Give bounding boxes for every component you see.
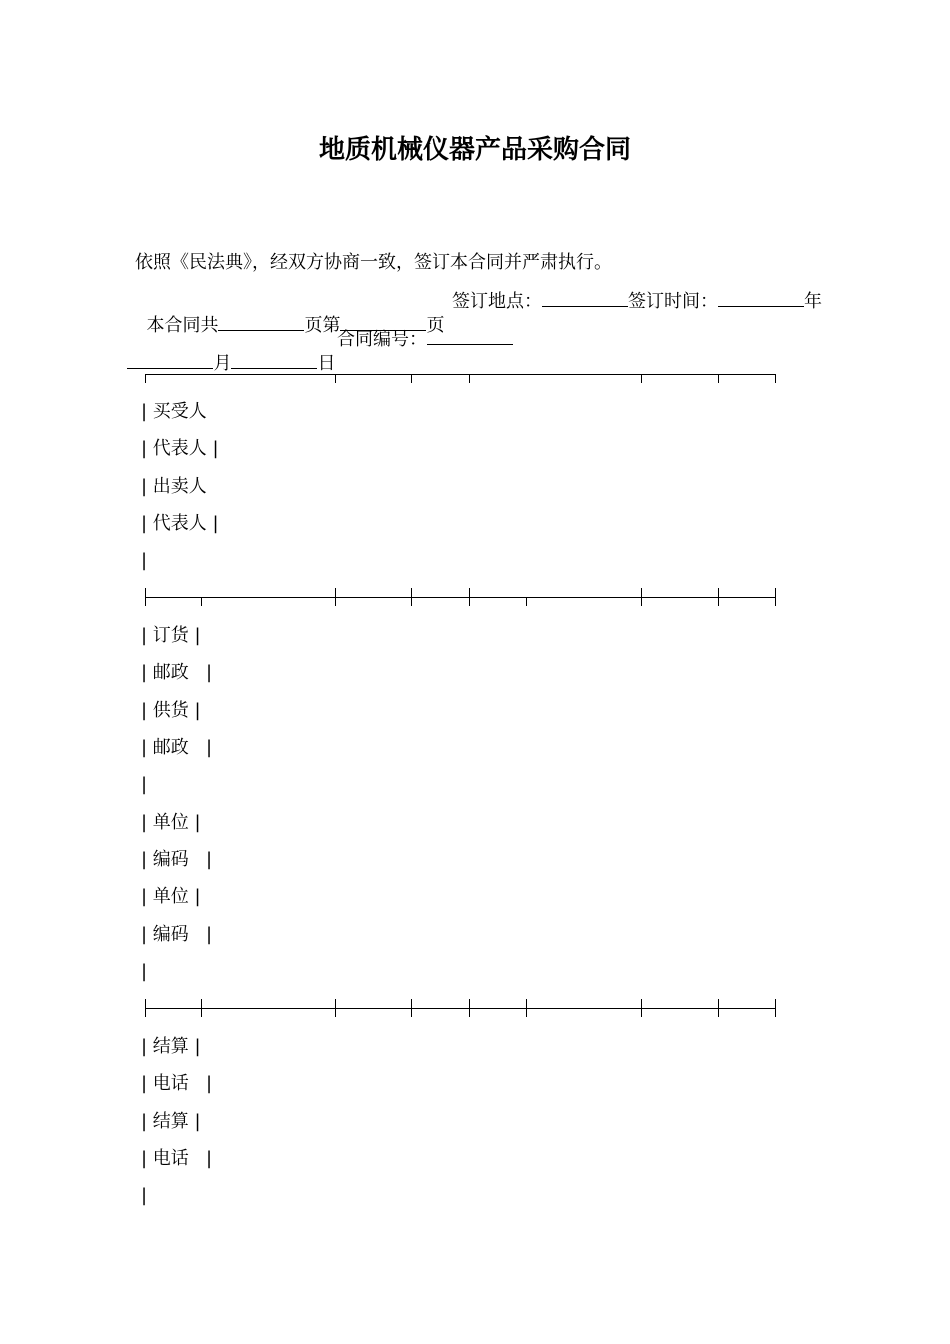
rule-tick — [335, 999, 336, 1017]
rule-tick — [201, 999, 202, 1017]
page-label-2: 页 — [426, 315, 445, 336]
day-blank — [231, 350, 317, 369]
rule-tick — [335, 374, 336, 383]
rule-tick — [718, 999, 719, 1017]
rule-tick — [775, 999, 776, 1017]
meta-line-2 — [116, 326, 335, 376]
table-row: | 供货 | — [141, 700, 201, 721]
table-row: | 单位 | — [141, 812, 201, 833]
number-blank — [427, 326, 513, 345]
day-label: 日 — [317, 353, 336, 374]
table-row: | 代表人 | — [141, 438, 219, 459]
rule-tick — [335, 588, 336, 606]
pages-total-label: 本合同共 — [146, 315, 219, 336]
rule-tick — [526, 999, 527, 1017]
table-row: | 编码 | — [141, 849, 213, 870]
intro-paragraph: 依照《民法典》，经双方协商一致，签订本合同并严肃执行。 — [135, 252, 612, 273]
table-rule-top — [145, 374, 776, 375]
place-blank — [542, 288, 628, 307]
rule-tick — [145, 999, 146, 1017]
time-label: 签订时间： — [628, 291, 718, 312]
rule-tick — [145, 374, 146, 383]
place-label: 签订地点： 签订时间： 年 — [452, 288, 822, 314]
rule-tick — [775, 374, 776, 383]
rule-tick — [718, 588, 719, 606]
month-blank — [127, 350, 213, 369]
table-row: | — [141, 550, 148, 571]
table-row: | 电话 | — [141, 1073, 213, 1094]
table-row: | — [141, 1185, 148, 1206]
table-row: | 结算 | — [141, 1111, 201, 1132]
page-label: 页第 — [304, 315, 341, 336]
table-row: | 单位 | — [141, 886, 201, 907]
rule-tick — [411, 374, 412, 383]
rule-tick — [201, 597, 202, 606]
table-row: | 代表人 | — [141, 513, 219, 534]
table-row: | 邮政 | — [141, 737, 213, 758]
rule-tick — [411, 999, 412, 1017]
rule-tick — [775, 588, 776, 606]
table-rule-middle — [145, 597, 776, 598]
table-row: | 电话 | — [141, 1148, 213, 1169]
contract-title: 地质机械仪器产品采购合同 — [318, 135, 631, 165]
table-row: | 编码 | — [141, 924, 213, 945]
table-row: | — [141, 961, 148, 982]
rule-tick — [641, 588, 642, 606]
time-blank — [718, 288, 804, 307]
number-label: 合同编号： — [337, 329, 427, 350]
month-label: 月 — [213, 353, 232, 374]
table-row: | 买受人 — [141, 401, 207, 422]
table-row: | 结算 | — [141, 1036, 201, 1057]
rule-tick — [145, 588, 146, 606]
table-row: | 邮政 | — [141, 662, 213, 683]
table-rule-lower — [145, 1008, 776, 1009]
table-row: | — [141, 774, 148, 795]
rule-tick — [469, 999, 470, 1017]
rule-tick — [718, 374, 719, 383]
rule-tick — [641, 999, 642, 1017]
table-row: | 出卖人 — [141, 476, 207, 497]
rule-tick — [469, 374, 470, 383]
rule-tick — [411, 588, 412, 606]
rule-tick — [526, 597, 527, 606]
table-row: | 订货 | — [141, 625, 201, 646]
rule-tick — [469, 588, 470, 606]
contract-number — [337, 326, 513, 352]
rule-tick — [641, 374, 642, 383]
year-label: 年 — [804, 291, 822, 312]
